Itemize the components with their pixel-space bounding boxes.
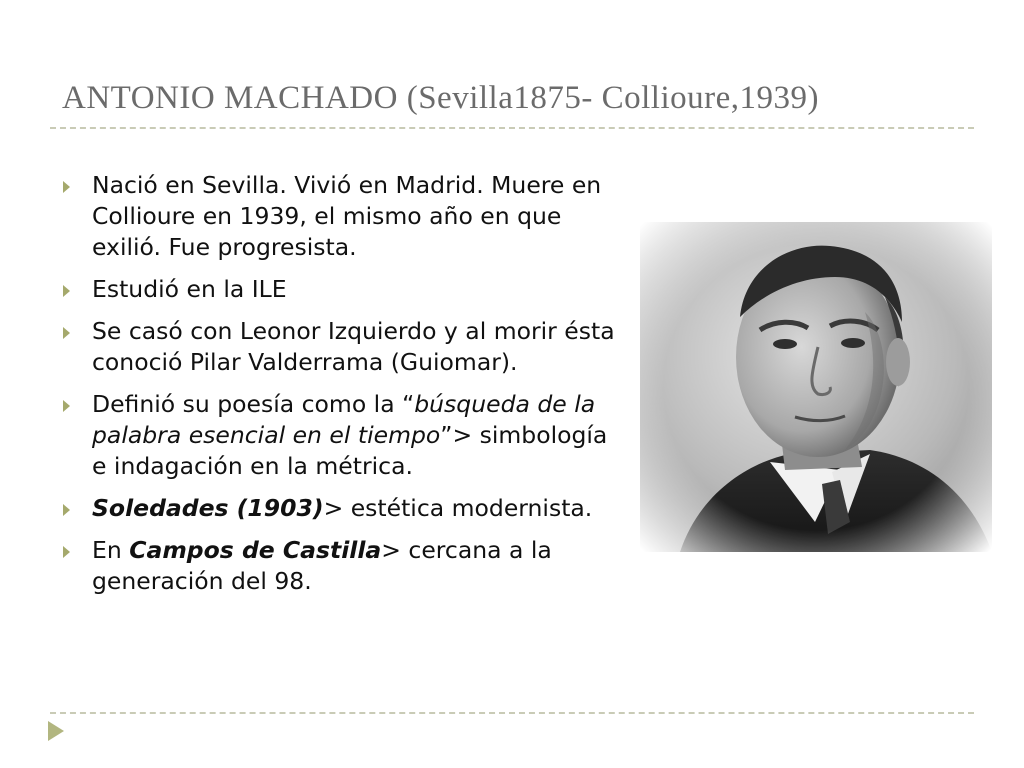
- slide-title: ANTONIO MACHADO (Sevilla1875- Collioure,1939): [62, 80, 819, 116]
- bullet-item: [60, 389, 620, 482]
- bullet-item: [60, 535, 620, 597]
- bullet-text-emphasis: búsqueda de la palabra esencial en el tiempo: [92, 390, 596, 449]
- portrait-photo: [640, 222, 992, 552]
- title-divider: [50, 127, 974, 129]
- bullet-text-post: > cercana a la generación del 98.: [92, 536, 552, 595]
- bullet-text-emphasis: Soledades (1903): [92, 494, 324, 522]
- portrait-illustration: [640, 222, 992, 552]
- bullet-item: [60, 170, 620, 263]
- play-arrow-icon[interactable]: [48, 721, 64, 741]
- bullet-item: [60, 316, 620, 378]
- bullet-text: Estudió en la ILE: [92, 275, 287, 303]
- footer-divider: [50, 712, 974, 714]
- bullet-text: Se casó con Leonor Izquierdo y al morir ésta conoció Pilar Valderrama (Guiomar).: [92, 317, 615, 376]
- bullet-arrow-icon: [63, 181, 70, 193]
- bullet-arrow-icon: [63, 327, 70, 339]
- bullet-arrow-icon: [63, 285, 70, 297]
- bullet-arrow-icon: [63, 400, 70, 412]
- bullet-text: Nació en Sevilla. Vivió en Madrid. Muere en Collioure en 1939, el mismo año en que exilió. Fue progresista.: [92, 171, 602, 261]
- bullet-text-post: ”> simbología e indagación en la métrica.: [92, 421, 608, 480]
- bullet-arrow-icon: [63, 546, 70, 558]
- bullet-arrow-icon: [63, 504, 70, 516]
- bullet-list: [60, 170, 620, 608]
- bullet-text-pre: En: [92, 536, 130, 564]
- bullet-item: [60, 274, 620, 305]
- bullet-text-post: > estética modernista.: [323, 494, 593, 522]
- bullet-text-pre: Definió su poesía como la “: [92, 390, 415, 418]
- bullet-text-emphasis: Campos de Castilla: [129, 536, 382, 564]
- bullet-item: [60, 493, 620, 524]
